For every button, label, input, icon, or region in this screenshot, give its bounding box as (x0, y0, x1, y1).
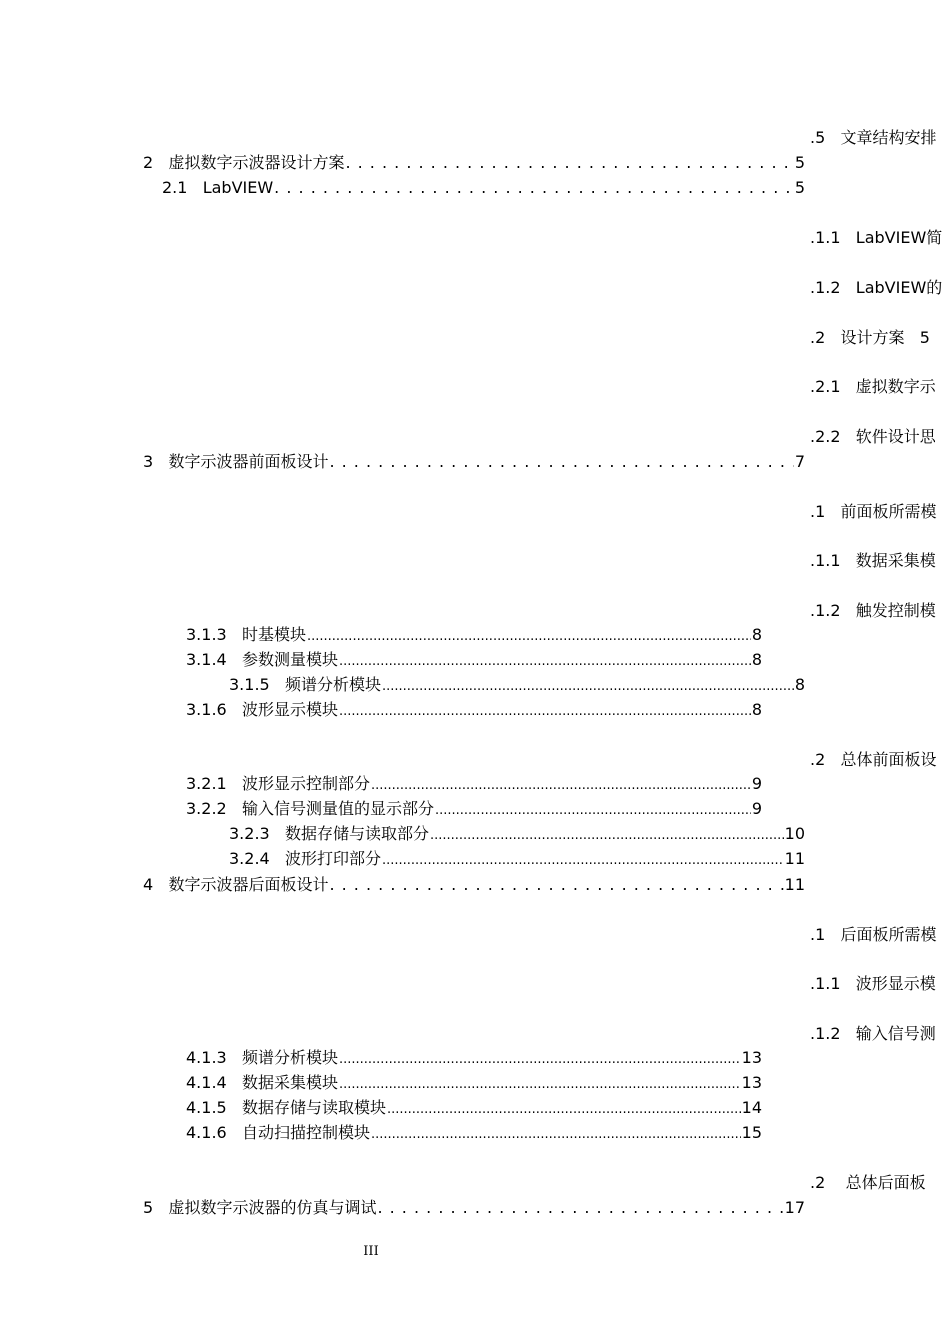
toc-page-number: 8 (751, 625, 762, 644)
toc-entry (229, 824, 805, 846)
toc-entry (186, 1123, 762, 1145)
toc-page-number: 8 (794, 675, 805, 694)
toc-entry (143, 1198, 805, 1218)
toc-label: 3.2.2 输入信号测量值的显示部分 (186, 799, 434, 818)
toc-leader (339, 1048, 741, 1070)
toc-label: 3.1.3 时基模块 (186, 625, 306, 644)
page-number-footer: III (363, 1244, 379, 1259)
toc-entry (186, 774, 762, 796)
toc-leader (329, 875, 783, 895)
toc-leader (329, 452, 793, 472)
toc-entry (162, 178, 805, 198)
toc-entry (186, 650, 762, 672)
toc-entry (186, 799, 762, 821)
toc-label: 4.1.5 数据存储与读取模块 (186, 1098, 386, 1117)
toc-page-number: 5 (794, 153, 805, 172)
toc-entry (186, 700, 762, 722)
toc-page-number: 13 (741, 1073, 762, 1092)
toc-page-number: 13 (741, 1048, 762, 1067)
toc-label: 3.1.5 频谱分析模块 (229, 675, 381, 694)
clipped-toc-fragment: .2 总体后面板 (810, 1173, 926, 1192)
clipped-toc-fragment: .1 前面板所需模 (810, 502, 937, 521)
toc-leader (339, 1073, 741, 1095)
clipped-toc-fragment: .1 后面板所需模 (810, 925, 937, 944)
toc-label: 4.1.3 频谱分析模块 (186, 1048, 338, 1067)
toc-leader (435, 799, 751, 821)
toc-label: 4.1.6 自动扫描控制模块 (186, 1123, 370, 1142)
clipped-toc-fragment: .1.1 LabVIEW简 (810, 228, 943, 247)
toc-entry (143, 875, 805, 895)
toc-page-number: 14 (741, 1098, 762, 1117)
toc-page-number: 15 (741, 1123, 762, 1142)
toc-entry (229, 849, 805, 871)
toc-label: 5 虚拟数字示波器的仿真与调试 (143, 1198, 377, 1217)
toc-page-number: 8 (751, 700, 762, 719)
clipped-toc-fragment: .1.2 输入信号测 (810, 1024, 936, 1043)
toc-page-number: 9 (751, 774, 762, 793)
toc-leader (339, 650, 751, 672)
clipped-toc-fragment: .5 文章结构安排 (810, 128, 937, 147)
clipped-toc-fragment: .2 设计方案 5 (810, 328, 930, 347)
toc-page-number: 8 (751, 650, 762, 669)
toc-label: 4.1.4 数据采集模块 (186, 1073, 338, 1092)
toc-entry (186, 1048, 762, 1070)
toc-page-number: 17 (784, 1198, 805, 1217)
toc-label: 3.2.1 波形显示控制部分 (186, 774, 370, 793)
clipped-toc-fragment: .1.1 数据采集模 (810, 551, 936, 570)
toc-leader (382, 675, 794, 697)
toc-label: 3.1.4 参数测量模块 (186, 650, 338, 669)
clipped-toc-fragment: .2.2 软件设计思 (810, 427, 936, 446)
clipped-toc-fragment: .2 总体前面板设 (810, 750, 937, 769)
toc-label: 2 虚拟数字示波器设计方案 (143, 153, 345, 172)
toc-entry (186, 1098, 762, 1120)
toc-page-number: 5 (794, 178, 805, 197)
toc-page-number: 7 (794, 452, 805, 471)
toc-entry (143, 452, 805, 472)
toc-entry (186, 625, 762, 647)
toc-label: 3 数字示波器前面板设计 (143, 452, 329, 471)
toc-leader (345, 153, 793, 173)
toc-label: 4 数字示波器后面板设计 (143, 875, 329, 894)
toc-page-number: 11 (784, 849, 805, 868)
toc-leader (371, 774, 751, 796)
toc-leader (307, 625, 751, 647)
toc-page-number: 10 (784, 824, 805, 843)
toc-leader (371, 1123, 741, 1145)
toc-leader (339, 700, 751, 722)
clipped-toc-fragment: .1.1 波形显示模 (810, 974, 936, 993)
toc-label: 3.1.6 波形显示模块 (186, 700, 338, 719)
toc-entry (186, 1073, 762, 1095)
clipped-toc-fragment: .2.1 虚拟数字示 (810, 377, 936, 396)
clipped-toc-fragment: .1.2 LabVIEW的 (810, 278, 943, 297)
toc-leader (274, 178, 794, 198)
toc-leader (377, 1198, 783, 1218)
toc-leader (430, 824, 784, 846)
toc-label: 3.2.4 波形打印部分 (229, 849, 381, 868)
toc-label: 3.2.3 数据存储与读取部分 (229, 824, 429, 843)
toc-page-number: 9 (751, 799, 762, 818)
toc-leader (387, 1098, 741, 1120)
toc-entry (143, 153, 805, 173)
clipped-toc-fragment: .1.2 触发控制模 (810, 601, 936, 620)
toc-page-number: 11 (784, 875, 805, 894)
toc-label: 2.1 LabVIEW (162, 178, 274, 197)
toc-entry (229, 675, 805, 697)
toc-leader (382, 849, 784, 871)
